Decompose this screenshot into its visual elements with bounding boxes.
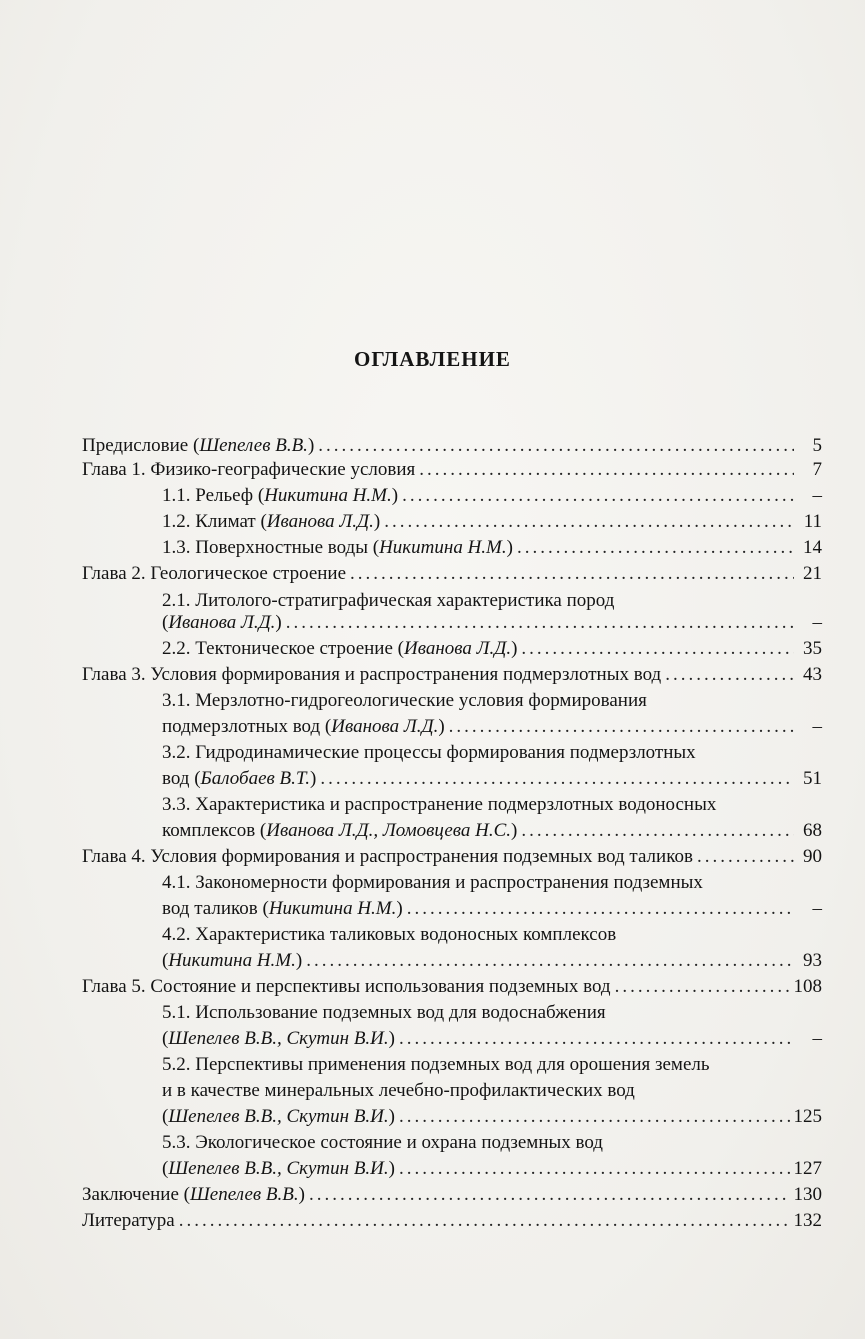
toc-entry — [162, 740, 822, 766]
page-number: 108 — [793, 976, 822, 997]
toc-entry — [162, 766, 822, 792]
entry-title: и в качестве минеральных лечебно-профилактических вод — [162, 1080, 635, 1101]
page-number: 35 — [803, 638, 822, 659]
entry-close: ) — [511, 820, 518, 841]
toc-entry-text — [162, 714, 445, 740]
dot-leader — [306, 948, 794, 974]
dot-leader — [384, 509, 794, 535]
entry-close: ) — [388, 1106, 395, 1127]
toc-entry — [162, 483, 822, 509]
entry-author: Шепелев В.В., Скутин В.И. — [168, 1028, 389, 1049]
dot-leader — [407, 896, 794, 922]
page-number: 21 — [803, 563, 822, 584]
page-number: 14 — [803, 537, 822, 558]
page-number: 11 — [803, 511, 822, 532]
page-number: 90 — [803, 846, 822, 867]
toc-entry-text — [162, 740, 696, 766]
page-number: 7 — [812, 459, 822, 480]
toc-entry-text — [162, 896, 403, 922]
entry-author: Шепелев В.В. — [199, 435, 308, 456]
page-number: – — [812, 485, 822, 506]
entry-close: ) — [295, 950, 303, 971]
entry-title: 3.2. Гидродинамические процессы формирования подмерзлотных — [162, 742, 696, 763]
toc-entry-text — [82, 1182, 305, 1208]
toc-entry — [162, 818, 822, 844]
toc-entry — [162, 688, 822, 714]
dot-leader — [665, 662, 794, 688]
entry-title: ( — [162, 1158, 169, 1179]
entry-author: Никитина Н.М. — [168, 950, 296, 971]
toc-entry — [162, 1052, 822, 1078]
toc-entry — [82, 662, 822, 688]
toc-entry — [162, 1104, 822, 1130]
entry-title: 5.2. Перспективы применения подземных вод для орошения земель — [162, 1054, 710, 1075]
page-number: – — [812, 898, 822, 919]
page-number: 125 — [793, 1106, 822, 1127]
toc-entry-text — [82, 662, 661, 688]
entry-author: Шепелев В.В., Скутин В.И. — [168, 1158, 389, 1179]
entry-title: Литература — [82, 1210, 175, 1231]
entry-title: 1.3. Поверхностные воды ( — [162, 537, 380, 558]
toc-entry — [162, 870, 822, 896]
dot-leader — [399, 1104, 790, 1130]
toc-entry-text — [82, 457, 415, 483]
page-number: 93 — [803, 950, 822, 971]
entry-title: Глава 3. Условия формирования и распространения подмерзлотных вод — [82, 664, 662, 685]
page-number: 43 — [803, 664, 822, 685]
entry-close: ) — [438, 716, 445, 737]
toc-entry — [82, 974, 822, 1000]
entry-author: Иванова Л.Д., Ломовцева Н.С. — [266, 820, 512, 841]
page-number: 51 — [803, 768, 822, 789]
toc-entry-text — [82, 1208, 175, 1234]
entry-author: Иванова Л.Д. — [266, 511, 374, 532]
toc-entry — [162, 509, 822, 535]
toc-entry-text — [162, 1078, 635, 1104]
toc-entry — [82, 844, 822, 870]
toc-entry-text — [162, 1026, 395, 1052]
entry-close: ) — [511, 638, 518, 659]
toc-entry — [162, 535, 822, 561]
dot-leader — [179, 1208, 790, 1234]
toc-entry — [162, 1130, 822, 1156]
toc-entry-text — [162, 1000, 606, 1026]
entry-title: вод таликов ( — [162, 898, 269, 919]
entry-title: Глава 2. Геологическое строение — [82, 563, 347, 584]
toc-entry — [82, 457, 822, 483]
page-title: ОГЛАВЛЕНИЕ — [354, 347, 511, 371]
dot-leader — [402, 483, 794, 509]
entry-author: Иванова Л.Д. — [404, 638, 512, 659]
entry-close: ) — [275, 612, 282, 633]
entry-close: ) — [298, 1184, 305, 1205]
entry-title: комплексов ( — [162, 820, 267, 841]
entry-author: Никитина Н.М. — [268, 898, 397, 919]
page-number: 5 — [812, 435, 822, 456]
entry-title: ( — [162, 1028, 169, 1049]
dot-leader — [449, 714, 794, 740]
entry-title: подмерзлотных вод ( — [162, 716, 332, 737]
entry-title: Глава 4. Условия формирования и распространения подземных вод таликов — [82, 846, 693, 867]
entry-title: Заключение ( — [82, 1184, 190, 1205]
toc-entry — [162, 610, 822, 636]
toc-entry-text — [162, 870, 703, 896]
toc-entry-text — [162, 922, 616, 948]
toc-entry-text — [162, 1052, 710, 1078]
entry-title: 3.1. Мерзлотно-гидрогеологические условия формирования — [162, 690, 647, 711]
entry-title: ( — [162, 612, 169, 633]
entry-title: 5.3. Экологическое состояние и охрана подземных вод — [162, 1132, 603, 1153]
entry-author: Иванова Л.Д. — [168, 612, 276, 633]
toc-entry — [162, 1078, 822, 1104]
toc-entry — [162, 792, 822, 818]
entry-title: 4.1. Закономерности формирования и распространения подземных — [162, 872, 703, 893]
entry-title: 2.2. Тектоническое строение ( — [162, 638, 404, 659]
dot-leader — [697, 844, 794, 870]
entry-title: вод ( — [162, 768, 201, 789]
entry-title: Глава 1. Физико-географические условия — [82, 459, 416, 480]
entry-close: ) — [391, 485, 399, 506]
toc-entry-text — [162, 483, 398, 509]
entry-author: Никитина Н.М. — [379, 537, 507, 558]
toc-entry-text — [162, 818, 517, 844]
page-number: 130 — [793, 1184, 822, 1205]
toc-entry — [162, 1026, 822, 1052]
entry-title: Глава 5. Состояние и перспективы использования подземных вод — [82, 976, 611, 997]
page-number: – — [812, 1028, 822, 1049]
toc-entry-text — [162, 766, 316, 792]
entry-title: 4.2. Характеристика таликовых водоносных комплексов — [162, 924, 617, 945]
toc-entry — [162, 922, 822, 948]
toc-entry — [82, 1182, 822, 1208]
toc-entry-text — [162, 509, 380, 535]
entry-close: ) — [506, 537, 513, 558]
entry-title: 1.1. Рельеф ( — [162, 485, 265, 506]
entry-author: Балобаев В.Т. — [200, 768, 310, 789]
dot-leader — [419, 457, 794, 483]
toc-entry-text — [162, 792, 716, 818]
toc-entry — [82, 561, 822, 587]
toc-entry — [162, 896, 822, 922]
entry-title: Предисловие ( — [82, 435, 200, 456]
entry-author: Никитина Н.М. — [264, 485, 392, 506]
dot-leader — [399, 1156, 790, 1182]
entry-title: 5.1. Использование подземных вод для водоснабжения — [162, 1002, 606, 1023]
toc-entry-text — [162, 688, 647, 714]
entry-author: Иванова Л.Д. — [331, 716, 439, 737]
dot-leader — [399, 1026, 794, 1052]
page-number: 127 — [793, 1158, 822, 1179]
toc-entry — [162, 636, 822, 662]
dot-leader — [350, 561, 794, 587]
dot-leader — [320, 766, 794, 792]
dot-leader — [309, 1182, 790, 1208]
dot-leader — [521, 818, 794, 844]
entry-title: 2.1. Литолого-стратиграфическая характеристика пород — [162, 590, 615, 611]
toc-entry — [82, 433, 822, 459]
entry-close: ) — [309, 768, 317, 789]
entry-close: ) — [307, 435, 315, 456]
entry-close: ) — [396, 898, 403, 919]
dot-leader — [286, 610, 794, 636]
toc-entry-text — [162, 1130, 603, 1156]
entry-title: ( — [162, 950, 169, 971]
toc-entry-text — [162, 1104, 395, 1130]
toc-entry — [162, 948, 822, 974]
dot-leader — [615, 974, 790, 1000]
toc-entry-text — [162, 610, 282, 636]
entry-author: Шепелев В.В. — [189, 1184, 299, 1205]
page-number: – — [812, 716, 822, 737]
toc-entry-text — [162, 948, 302, 974]
toc-entry — [162, 1000, 822, 1026]
entry-title: 3.3. Характеристика и распространение подмерзлотных водоносных — [162, 794, 717, 815]
toc-entry-text — [162, 535, 513, 561]
entry-title: ( — [162, 1106, 169, 1127]
toc-entry-text — [82, 844, 693, 870]
page-number: 132 — [793, 1210, 822, 1231]
toc-entry-text — [82, 974, 611, 1000]
toc-entry — [162, 714, 822, 740]
toc-entry-text — [162, 1156, 395, 1182]
dot-leader — [318, 433, 794, 459]
toc-entry — [82, 1208, 822, 1234]
entry-close: ) — [388, 1028, 395, 1049]
page-number: 68 — [803, 820, 822, 841]
toc-entry-text — [82, 561, 346, 587]
entry-title: 1.2. Климат ( — [162, 511, 267, 532]
entry-close: ) — [388, 1158, 395, 1179]
page-number: – — [812, 612, 822, 633]
dot-leader — [521, 636, 794, 662]
toc-entry-text — [162, 636, 517, 662]
entry-author: Шепелев В.В., Скутин В.И. — [168, 1106, 389, 1127]
entry-close: ) — [373, 511, 381, 532]
toc-entry — [162, 1156, 822, 1182]
dot-leader — [517, 535, 794, 561]
toc-entry-text — [82, 433, 314, 459]
